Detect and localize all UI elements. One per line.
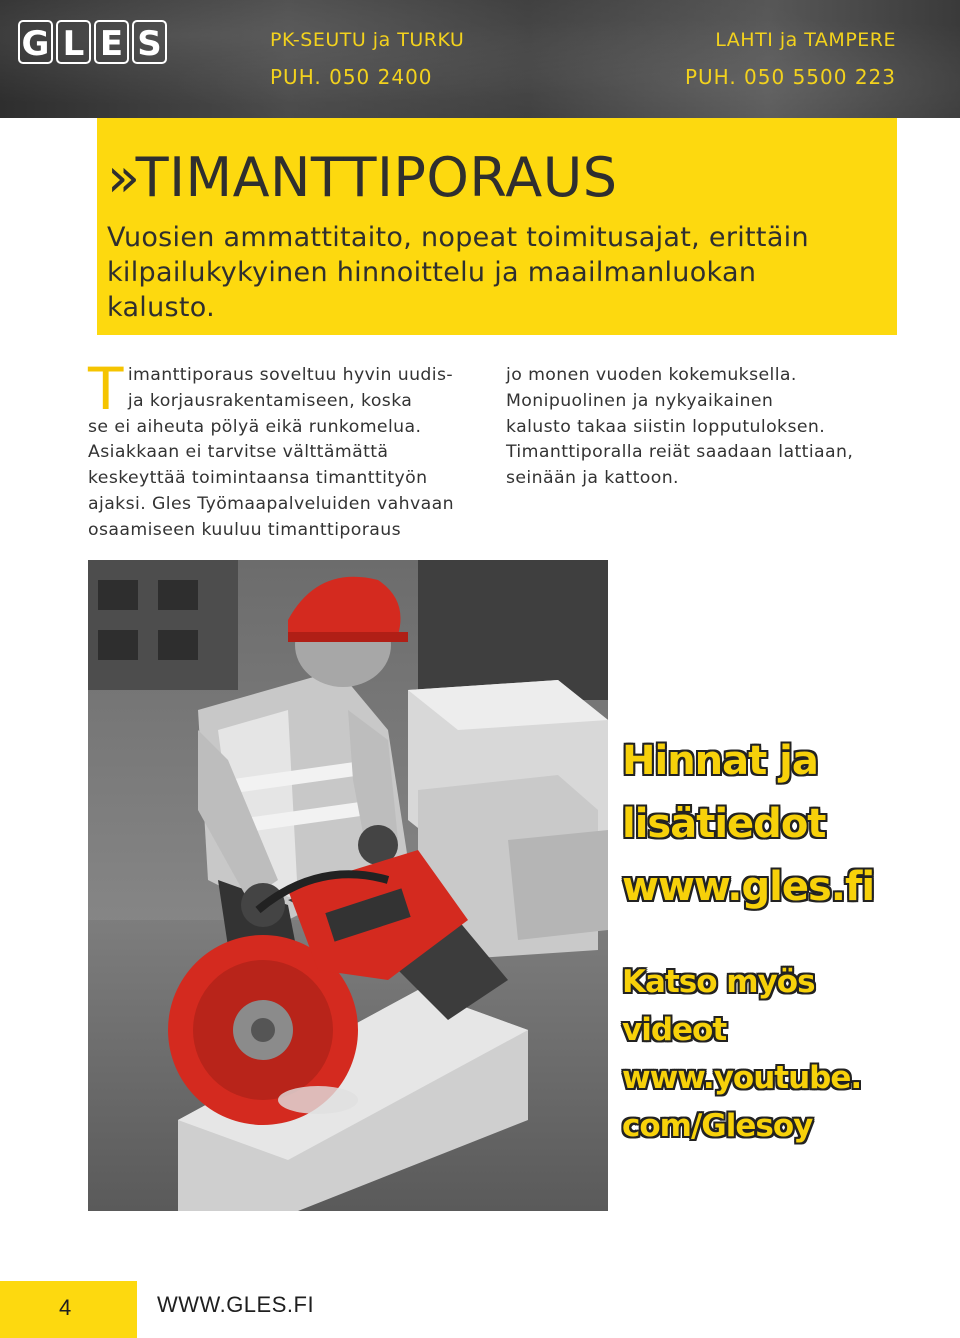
promo-videos [622,958,861,1150]
body-line: se ei aiheuta pölyä eikä runkomelua. [88,416,422,437]
region-label: PK-SEUTU ja TURKU [270,29,465,51]
promo-link[interactable]: www.youtube. [622,1060,862,1096]
promo-line: videot [622,1012,727,1048]
page-number: 4 [59,1295,72,1320]
logo-letter: L [56,20,91,64]
promo-link[interactable]: www.gles.fi [622,864,875,910]
subtitle-line: kilpailukykyinen hinnoittelu ja maailmanluokan [107,257,757,288]
body-line: osaamiseen kuuluu timanttiporaus [88,519,401,540]
region-label: LAHTI ja TAMPERE [715,29,896,51]
promo-line: Hinnat ja [622,738,818,784]
logo-letter: E [94,20,129,64]
worker-saw-photo [88,560,608,1211]
body-line: Monipuolinen ja nykyaikainen [506,390,774,411]
promo-pricing [622,730,874,919]
body-line: Asiakkaan ei tarvitse välttämättä [88,442,389,463]
logo-letter: G [18,20,53,64]
body-line: keskeyttää toimintaansa timanttityön [88,468,428,489]
body-line: kalusto takaa siistin lopputuloksen. [506,416,826,437]
promo-line: Katso myös [622,964,815,1000]
logo-letter: S [132,20,167,64]
body-line: ajaksi. Gles Työmaapalveluiden vahvaan [88,493,454,514]
drop-cap: T [88,355,124,423]
page-title: »TIMANTTIPORAUS [107,146,618,209]
photo-illustration [88,560,608,1211]
promo-line: lisätiedot [622,801,826,847]
body-line: ja korjausrakentamiseen, koska [127,390,413,411]
intro-subtitle [107,220,867,325]
contact-left [270,22,464,96]
body-line: seinään ja kattoon. [506,468,679,489]
body-line: jo monen vuoden kokemuksella. [506,365,797,385]
subtitle-line: kalusto. [107,292,216,323]
body-column-right [506,363,906,492]
phone-number[interactable]: PUH. 050 5500 223 [684,65,896,89]
body-line: Timanttiporalla reiät saadaan lattiaan, [506,442,854,463]
footer-website-link[interactable]: WWW.GLES.FI [157,1292,315,1317]
phone-number[interactable]: PUH. 050 2400 [270,65,433,89]
gles-logo[interactable] [18,20,167,66]
body-column-left [88,355,488,544]
subtitle-line: Vuosien ammattitaito, nopeat toimitusajat, erittäin [107,222,809,253]
header-band [0,0,960,118]
body-line: imanttiporaus soveltuu hyvin uudis- [127,365,454,385]
contact-right [685,22,896,96]
intro-box [97,118,897,335]
promo-link[interactable]: com/Glesoy [622,1108,813,1144]
page-number-tab [0,1281,137,1338]
